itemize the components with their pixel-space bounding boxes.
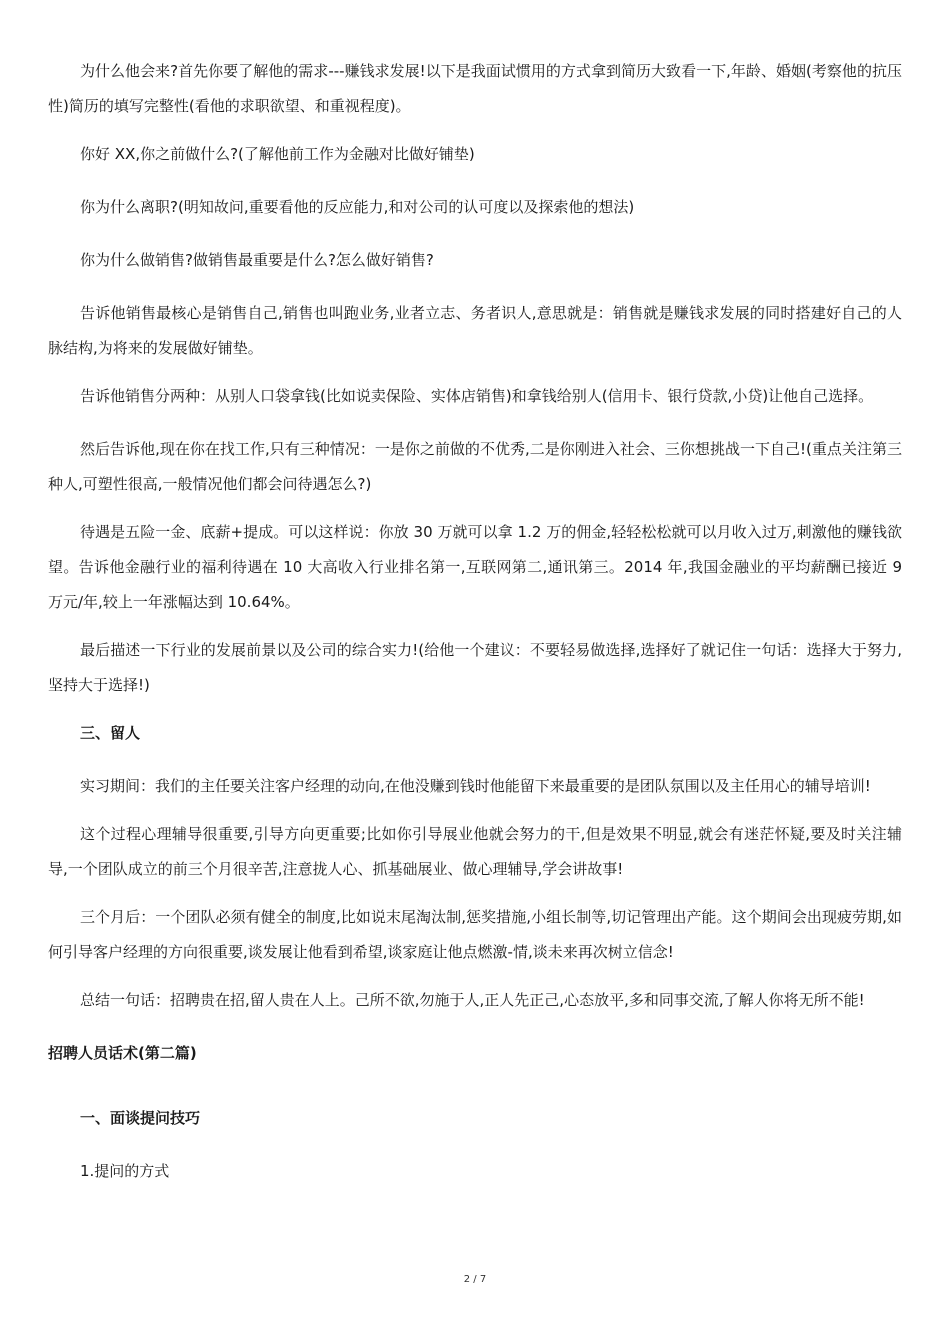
paragraph-why-resign: 你为什么离职?(明知故问,重要看他的反应能力,和对公司的认可度以及探索他的想法) bbox=[80, 198, 635, 216]
section-heading-interview-skills: 一、面谈提问技巧 bbox=[80, 1109, 201, 1127]
paragraph-counseling: 这个过程心理辅导很重要,引导方向更重要;比如你引导展业他就会努力的干,但是效果不明显,就会有迷茫怀疑,要及时关注辅导,一个团队成立的前三个月很辛苦,注意拢人心、抓基础展业、做心理辅导,学会讲故事! bbox=[48, 825, 902, 878]
paragraph-summary: 总结一句话：招聘贵在招,留人贵在人上。己所不欲,勿施于人,正人先正己,心态放平,多和同事交流,了解人你将无所不能! bbox=[80, 991, 865, 1009]
paragraph-sales-types: 告诉他销售分两种：从别人口袋拿钱(比如说卖保险、实体店销售)和拿钱给别人(信用卡、银行贷款,小贷)让他自己选择。 bbox=[80, 387, 874, 405]
paragraph-previous-job: 你好 XX,你之前做什么?(了解他前工作为金融对比做好铺垫) bbox=[80, 145, 475, 163]
paragraph-compensation: 待遇是五险一金、底薪+提成。可以这样说：你放 30 万就可以拿 1.2 万的佣金,轻轻松松就可以月收入过万,刺激他的赚钱欲望。告诉他金融行业的福利待遇在 10 大高收入行业排名第一,互联网第二,通讯第三。2014 年,我国金融业的平均薪酬已接近 9 万元/年,较上一年涨幅达到 10.64%。 bbox=[48, 523, 902, 611]
paragraph-why-come: 为什么他会来?首先你要了解他的需求---赚钱求发展!以下是我面试惯用的方式拿到简历大致看一下,年龄、婚姻(考察他的抗压性)简历的填写完整性(看他的求职欲望、和重视程度)。 bbox=[48, 62, 902, 115]
section-heading-retain: 三、留人 bbox=[80, 724, 141, 742]
paragraph-why-sales: 你为什么做销售?做销售最重要是什么?怎么做好销售? bbox=[80, 251, 434, 269]
article-title-second: 招聘人员话术(第二篇) bbox=[48, 1044, 197, 1062]
page-number: 2 / 7 bbox=[463, 1274, 487, 1285]
paragraph-after-three-months: 三个月后：一个团队必须有健全的制度,比如说末尾淘汰制,惩奖措施,小组长制等,切记管理出产能。这个期间会出现疲劳期,如何引导客户经理的方向很重要,谈发展让他看到希望,谈家庭让他点燃激-情,谈未来再次树立信念! bbox=[48, 908, 902, 961]
paragraph-industry-prospect: 最后描述一下行业的发展前景以及公司的综合实力!(给他一个建议：不要轻易做选择,选择好了就记住一句话：选择大于努力,坚持大于选择!) bbox=[48, 641, 902, 694]
paragraph-question-method: 1.提问的方式 bbox=[80, 1162, 170, 1180]
paragraph-sales-core: 告诉他销售最核心是销售自己,销售也叫跑业务,业者立志、务者识人,意思就是：销售就是赚钱求发展的同时搭建好自己的人脉结构,为将来的发展做好铺垫。 bbox=[48, 304, 902, 357]
paragraph-internship: 实习期间：我们的主任要关注客户经理的动向,在他没赚到钱时他能留下来最重要的是团队氛围以及主任用心的辅导培训! bbox=[80, 777, 871, 795]
document-body bbox=[48, 54, 902, 1207]
paragraph-three-situations: 然后告诉他,现在你在找工作,只有三种情况：一是你之前做的不优秀,二是你刚进入社会、三你想挑战一下自己!(重点关注第三种人,可塑性很高,一般情况他们都会问待遇怎么?) bbox=[48, 440, 902, 493]
